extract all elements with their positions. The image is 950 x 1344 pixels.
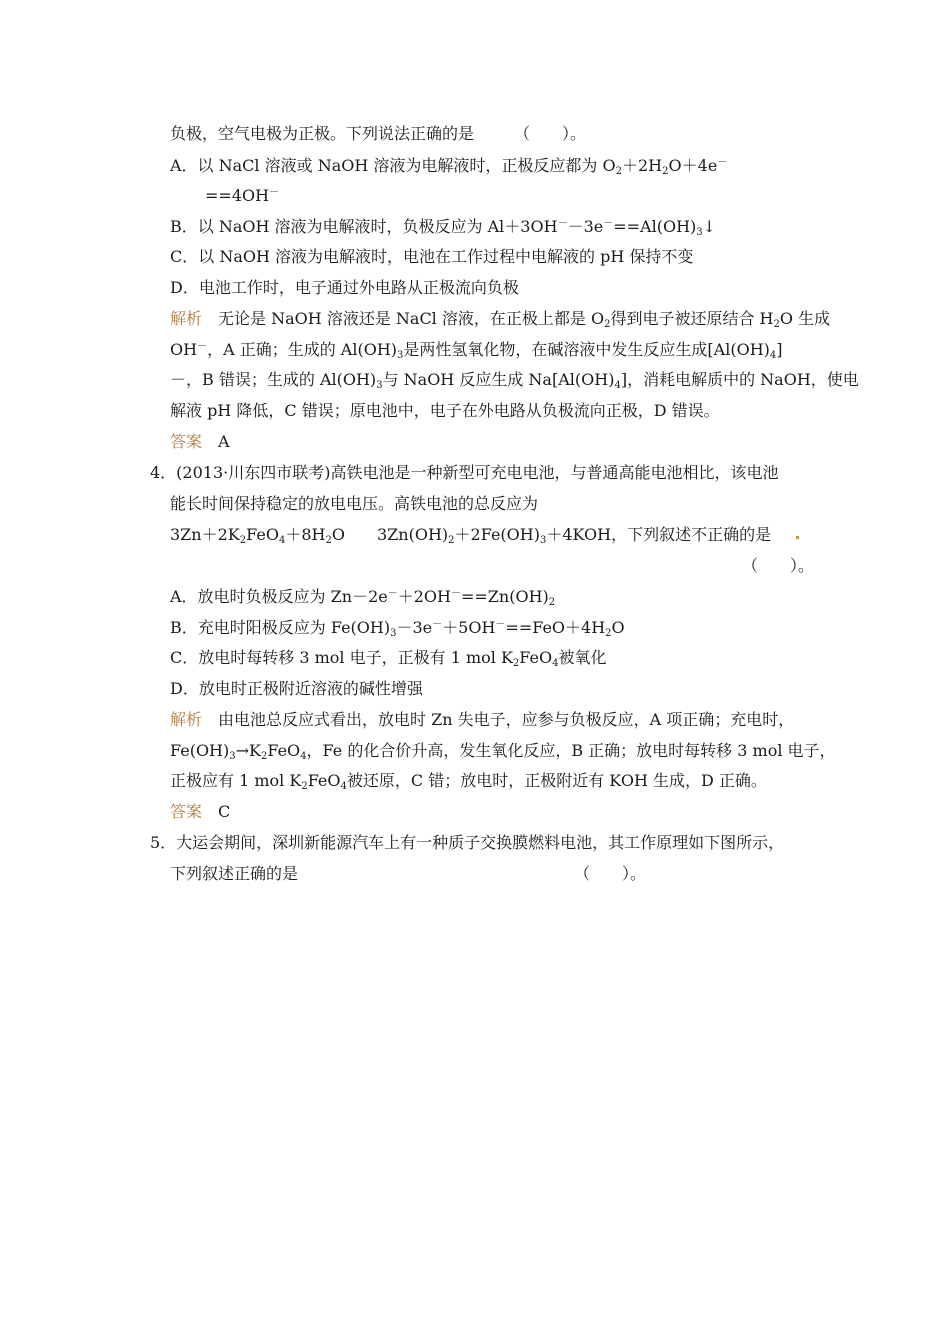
q5-stem-line1: 5．大运会期间，深圳新能源汽车上有一种质子交换膜燃料电池，其工作原理如下图所示， [150, 833, 785, 852]
q3-option-b: B．以 NaOH 溶液为电解液时，负极反应为 $Al+3OH^--3e^-==Al(OH)_3↓$ [170, 217, 717, 238]
q4-stem-line1: 4．(2013·川东四市联考)高铁电池是一种新型可充电电池，与普通高能电池相比，该电池 [150, 463, 779, 482]
q3-analysis-line3: －，B 错误；生成的 $Al(OH)_3$与 NaOH 反应生成 $Na[Al(OH)_4]$，消耗电解质中的 NaOH，使电 [170, 370, 859, 391]
q3-option-d: D．电池工作时，电子通过外电路从正极流向负极 [170, 278, 519, 297]
q4-analysis-line2: $Fe(OH)_3\to K_2FeO_4$，Fe 的化合价升高，发生氧化反应，B 正确；放电时每转移 3 mol 电子， [170, 741, 836, 762]
q3-option-a-line2: ==4OH－ [205, 186, 280, 205]
q3-analysis-line4: 解液 pH 降低，C 错误；原电池中，电子在外电路从负极流向正极，D 错误。 [170, 401, 720, 420]
q3-answer-label: 答案 [170, 432, 203, 451]
q4-analysis-label: 解析 [170, 710, 203, 729]
q4-option-b: B．充电时阳极反应为 $Fe(OH)_3-3e^-+5OH^-==FeO+4H_2O$ [170, 618, 625, 639]
q3-option-c: C．以 NaOH 溶液为电解液时，电池在工作过程中电解液的 pH 保持不变 [170, 247, 694, 266]
q4-answer-label: 答案 [170, 802, 203, 821]
q4-analysis-line3: 正极应有 1 mol $K_2FeO_4$被还原，C 错；放电时，正极附近有 KOH 生成，D 正确。 [170, 771, 767, 792]
q4-option-a: A．放电时负极反应为 $Zn-2e^-+2OH^-==Zn(OH)_2$ [170, 587, 556, 608]
q5-stem-line2: 下列叙述正确的是 [170, 864, 299, 883]
q4-option-d: D．放电时正极附近溶液的碱性增强 [170, 679, 423, 698]
q4-stem-line2: 能长时间保持稳定的放电电压。高铁电池的总反应为 [170, 494, 539, 513]
q3-analysis-line2: OH－，A 正确；生成的 $Al(OH)_3$是两性氢氧化物，在碱溶液中发生反应生成$[Al(OH)_4]$ [170, 340, 783, 361]
stray-mark [796, 536, 799, 539]
q4-option-c: C．放电时每转移 3 mol 电子，正极有 1 mol $K_2FeO_4$被氧化 [170, 648, 607, 669]
q5-answer-blank: （ ）。 [574, 864, 647, 883]
q3-analysis-label: 解析 [170, 309, 203, 328]
q3-option-a: A．以 NaCl 溶液或 NaOH 溶液为电解液时，正极反应都为 $O_2+2H_2O+4e^-$ [170, 156, 728, 177]
q4-answer-blank: （ ）。 [742, 556, 815, 575]
q4-analysis-line1: 解析 由电池总反应式看出，放电时 Zn 失电子，应参与负极反应，A 项正确；充电时， [170, 710, 795, 729]
q3-stem-tail: 负极，空气电极为正极。下列说法正确的是 （ ）。 [170, 124, 587, 143]
q4-equation-left: $3Zn+2K_2FeO_4+8H_2O$ [170, 525, 345, 546]
q3-answer: 答案 A [170, 432, 230, 451]
q3-analysis-line1: 解析 无论是 NaOH 溶液还是 NaCl 溶液，在正极上都是 $O_2$得到电子被还原结合 $H_2O$ 生成 [170, 309, 831, 330]
q4-equation-right: $3Zn(OH)_2+2Fe(OH)_3+4KOH$，下列叙述不正确的是 [377, 525, 772, 546]
q4-answer: 答案 C [170, 802, 231, 821]
